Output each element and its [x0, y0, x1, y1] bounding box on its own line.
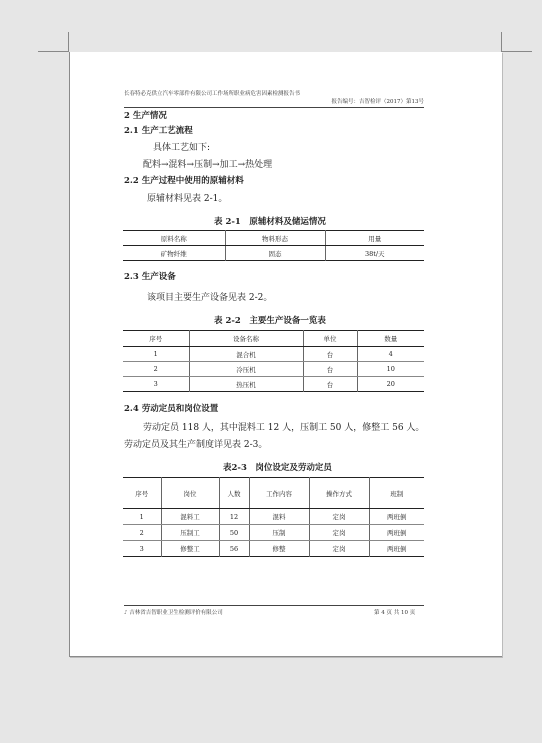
- section-2-title: 2 生产情况: [124, 111, 167, 121]
- table-cell: 1: [123, 509, 161, 525]
- table-cell: 修整工: [161, 541, 219, 557]
- table-header-cell: 人数: [219, 478, 249, 509]
- header-company-line: 长春特必克供立汽车零部件有限公司工作场所职业病危害因素检测报告书: [124, 91, 301, 97]
- crop-mark: [502, 51, 532, 52]
- table-header-cell: 操作方式: [309, 478, 369, 509]
- table-cell: 12: [219, 509, 249, 525]
- table-cell: 两班倒: [369, 541, 424, 557]
- table-2-1: [123, 230, 424, 261]
- table-row: [123, 509, 424, 525]
- table-header-cell: 岗位: [161, 478, 219, 509]
- section-2-4-text-1: 劳动定员 118 人，其中混料工 12 人，压制工 50 人，修整工 56 人。: [143, 423, 425, 433]
- table-2-2-caption: 表 2-2 主要生产设备一览表: [214, 316, 326, 326]
- table-cell: 2: [123, 362, 189, 377]
- table-2-1-caption: 表 2-1 原辅材料及储运情况: [214, 217, 326, 227]
- table-cell: 2: [123, 525, 161, 541]
- table-header-cell: 序号: [123, 478, 161, 509]
- table-2-2: [123, 330, 424, 392]
- table-cell: 50: [219, 525, 249, 541]
- table-header-cell: 序号: [123, 331, 189, 347]
- page-header: [124, 90, 424, 106]
- table-row: [123, 246, 424, 261]
- table-cell: 冷压机: [189, 362, 303, 377]
- table-cell: 定岗: [309, 509, 369, 525]
- table-cell: 固态: [225, 246, 325, 261]
- table-header-row: [123, 478, 424, 509]
- section-2-4-text-2: 劳动定员及其生产制度详见表 2-3。: [124, 440, 268, 450]
- table-cell: 两班倒: [369, 509, 424, 525]
- header-rule: [124, 107, 424, 108]
- table-cell: 38t/天: [325, 246, 424, 261]
- footer-page-number: 第 4 页 共 10 页: [374, 610, 416, 616]
- table-cell: 定岗: [309, 525, 369, 541]
- table-cell: 3: [139, 544, 144, 553]
- section-2-4-title: 2.4 劳动定员和岗位设置: [124, 404, 219, 414]
- table-cell: 4: [357, 347, 424, 362]
- section-2-2-title: 2.2 生产过程中使用的原辅材料: [124, 176, 244, 186]
- table-row: [123, 347, 424, 362]
- table-header-cell: 班制: [369, 478, 424, 509]
- table-cell: 修整: [249, 541, 309, 557]
- table-cell: 3: [153, 380, 158, 388]
- table-cell: 20: [357, 377, 424, 392]
- table-cell: 混料: [249, 509, 309, 525]
- table-cell: 台: [303, 347, 357, 362]
- table-cell: 热压机: [189, 377, 303, 392]
- section-2-1-title: 2.1 生产工艺流程: [124, 126, 193, 136]
- table-header-row: [123, 331, 424, 347]
- table-cell: 台: [303, 362, 357, 377]
- table-cell: 压制: [249, 525, 309, 541]
- table-header-cell: 数量: [357, 331, 424, 347]
- table-cell: 两班倒: [369, 525, 424, 541]
- table-header-cell: 物料形态: [225, 231, 325, 246]
- table-row: [123, 362, 424, 377]
- header-report-number: 报告编号：吉智检评（2017）第13号: [331, 99, 424, 105]
- table-cell: 定岗: [309, 541, 369, 557]
- crop-mark: [68, 32, 69, 52]
- crop-mark: [38, 51, 68, 52]
- table-header-cell: 设备名称: [189, 331, 303, 347]
- table-row: [123, 525, 424, 541]
- crop-mark: [501, 32, 502, 52]
- section-2-1-intro: 具体工艺如下:: [153, 143, 211, 153]
- section-2-2-text: 原辅材料见表 2-1。: [147, 194, 228, 204]
- company-logo-icon: ♪: [124, 610, 128, 616]
- section-2-3-title: 2.3 生产设备: [124, 272, 176, 282]
- footer-company: [124, 608, 223, 616]
- table-cell: 压制工: [161, 525, 219, 541]
- table-row: [123, 541, 424, 557]
- footer-rule: [124, 605, 424, 606]
- table-cell: 56: [219, 541, 249, 557]
- process-flow: 配料→混料→压制→加工→热处理: [143, 160, 273, 170]
- table-cell: 矿物纤维: [160, 249, 187, 258]
- table-cell: 混合机: [189, 347, 303, 362]
- footer-company-name: 吉林省吉智职业卫生检测评价有限公司: [129, 610, 223, 616]
- table-row: [123, 377, 424, 392]
- table-header-cell: 单位: [303, 331, 357, 347]
- table-2-3-caption: 表2-3 岗位设定及劳动定员: [223, 463, 332, 473]
- table-header-cell: 用量: [325, 231, 424, 246]
- table-header-cell: 原料名称: [123, 231, 225, 246]
- table-header-cell: 工作内容: [249, 478, 309, 509]
- section-2-3-text: 该项目主要生产设备见表 2-2。: [147, 293, 273, 303]
- document-page: [69, 52, 502, 657]
- table-cell: 混料工: [161, 509, 219, 525]
- table-header-row: [123, 231, 424, 246]
- table-cell: 台: [303, 377, 357, 392]
- table-2-3: [123, 477, 424, 557]
- table-cell: 1: [123, 347, 189, 362]
- table-cell: 10: [357, 362, 424, 377]
